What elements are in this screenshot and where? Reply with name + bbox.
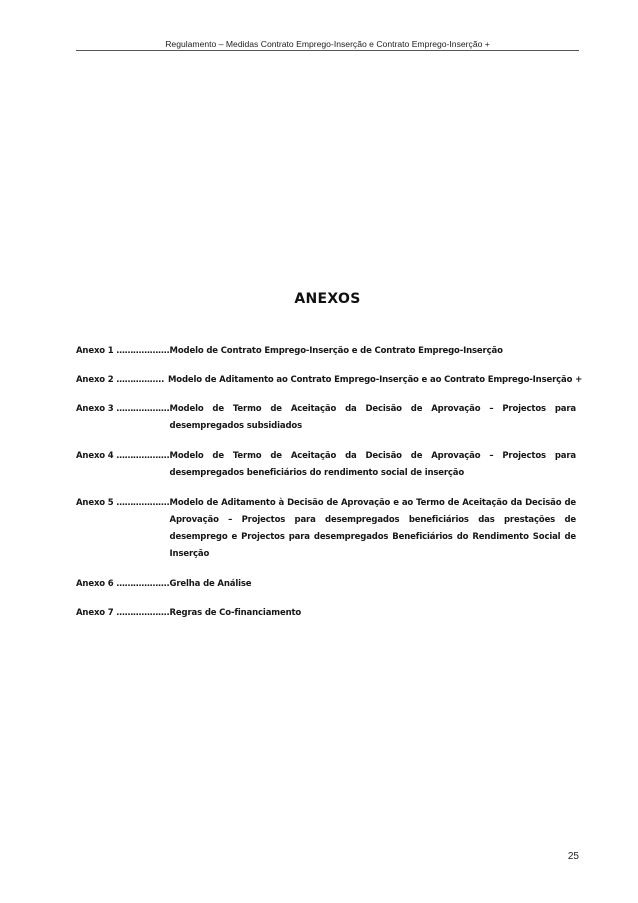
annex-label: Anexo 2 …………….. [76, 375, 165, 385]
annex-description: Regras de Co-financiamento [169, 608, 302, 618]
page-number: 25 [567, 851, 579, 862]
annex-description: Modelo de Termo de Aceitação da Decisão de Aprovação – Projectos para desempregados subsidiados [169, 404, 576, 431]
annex-item-1 [76, 343, 576, 360]
annex-label: Anexo 6 ………………. [76, 579, 170, 589]
annex-label: Anexo 1 ………………. [76, 346, 170, 356]
annex-item-4 [76, 448, 576, 482]
annex-list [76, 343, 583, 634]
annex-description: Modelo de Contrato Emprego-Inserção e de Contrato Emprego-Inserção [169, 346, 503, 356]
annex-label: Anexo 4 ………………. [76, 451, 170, 461]
running-header: Regulamento – Medidas Contrato Emprego-Inserção e Contrato Emprego-Inserção + [165, 39, 490, 49]
annex-label: Anexo 7 ………………. [76, 608, 170, 618]
annex-item-6 [76, 576, 576, 593]
annex-description: Modelo de Aditamento à Decisão de Aprovação e ao Termo de Aceitação da Decisão de Aprovação – Projectos para desempregados beneficiários das prestações de desemprego e Projectos para desempregados Beneficiários do Rendimento Social de Inserção [169, 498, 576, 559]
annex-item-3 [76, 401, 576, 435]
annex-item-7 [76, 605, 576, 622]
annex-item-5 [76, 495, 576, 563]
annex-label: Anexo 3 ………………. [76, 404, 170, 414]
annex-description: Grelha de Análise [169, 579, 252, 589]
annex-description: Modelo de Aditamento ao Contrato Emprego-Inserção e ao Contrato Emprego-Inserção + [168, 375, 583, 385]
annex-label: Anexo 5 ………………. [76, 498, 170, 508]
section-title: ANEXOS [294, 291, 361, 307]
header-divider [76, 50, 579, 51]
annex-item-2 [76, 372, 583, 389]
annex-description: Modelo de Termo de Aceitação da Decisão de Aprovação – Projectos para desempregados beneficiários do rendimento social de inserção [169, 451, 576, 478]
